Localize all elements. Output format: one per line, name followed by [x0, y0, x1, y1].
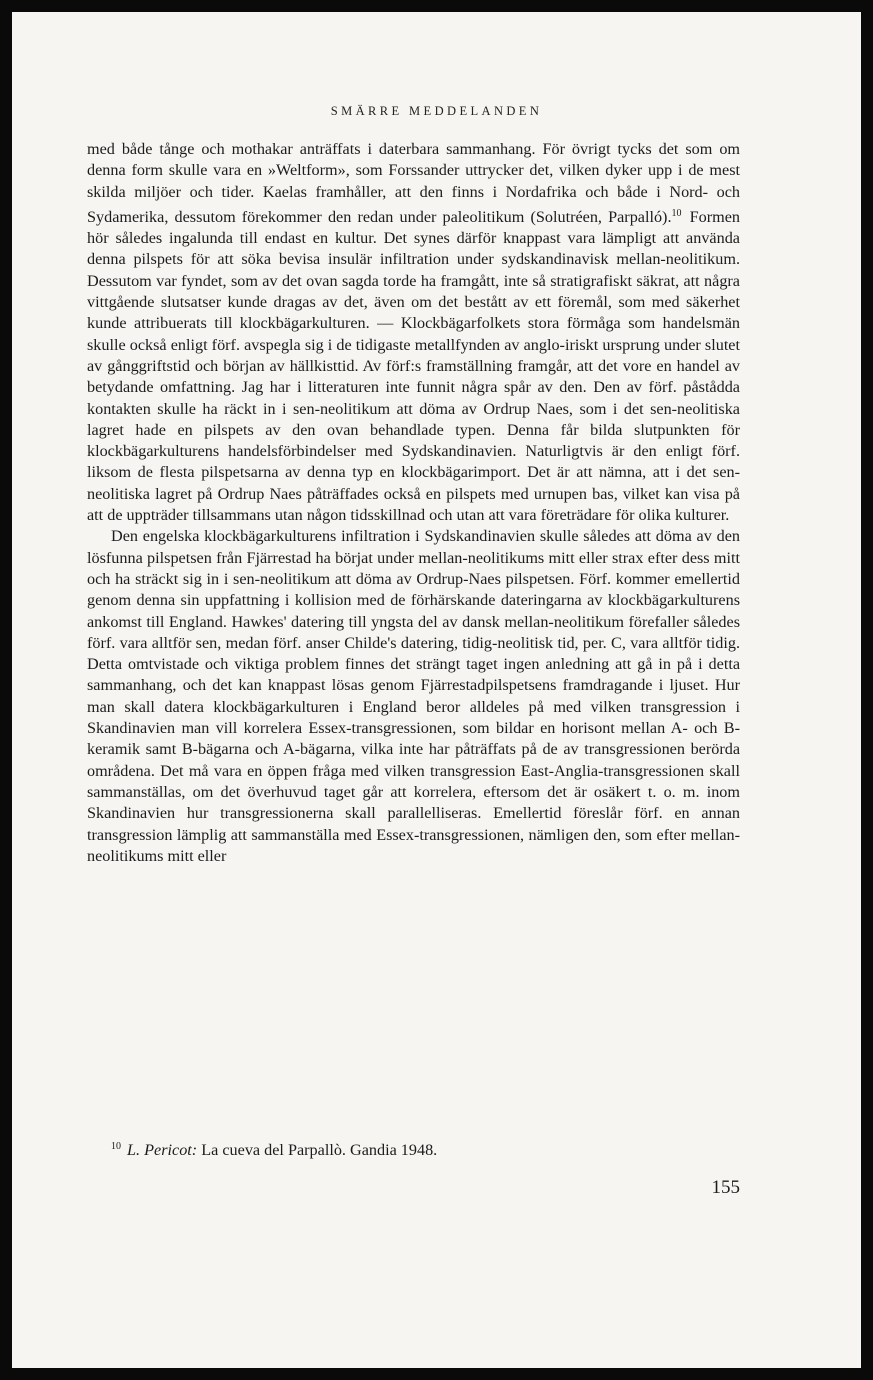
- paragraph-1-part-2: Formen hör således ingalunda till endast en kultur. Det synes därför knappast vara lämpligt att använda denna pilspets för att söka bevisa insulär infiltration under sydskandinavisk mellan-neolitikum. Dessutom var fyndet, som av det ovan sagda torde ha framgått, inte så stratigrafiskt säkrat, att några vittgående slutsatser kunde dragas av det, även om det bestått av ett föremål, som med säkerhet kunde attribuerats till klockbägarkulturen. — Klockbägarfolkets stora förmåga som handelsmän skulle också enligt förf. avspegla sig i de tidigaste metallfynden av anglo-iriskt ursprung under slutet av gånggriftstid och början av hällkisttid. Av förf:s framställning framgår, att det vore en handel av betydande omfattning. Jag har i litteraturen inte funnit några spår av den. Den av förf. påstådda kontakten skulle ha räckt in i sen-neolitikum att döma av Ordrup Naes, som i det sen-neolitiska lagret hade en pilspets av den ovan behandlade typen. Denna får bilda slutpunkten för klockbägarkulturens handelsförbindelser med Sydskandinavien. Naturligtvis är den enligt förf. liksom de flesta pilspetsarna av denna typ en klockbägarimport. Det är att nämna, att i det sen-neolitiska lagret på Ordrup Naes påträffades också en pilspets med urnupen bas, vilket kan visa på att de uppträder tillsammans utan någon tidsskillnad och utan att vara företrädare för olika kulturer.: [87, 207, 740, 525]
- body-text: [87, 139, 740, 867]
- footnote-reference: 10: [671, 207, 682, 219]
- paragraph-1: [87, 139, 740, 526]
- footnote-number: 10: [111, 1141, 121, 1152]
- book-page: [12, 12, 861, 1368]
- footnote: [87, 1136, 740, 1161]
- running-header: SMÄRRE MEDDELANDEN: [330, 104, 543, 118]
- footnote-author: L. Pericot:: [127, 1141, 198, 1159]
- paragraph-2: Den engelska klockbägarkulturens infiltration i Sydskandinavien skulle således att döma av den lösfunna pilspetsen från Fjärrestad ha börjat under mellan-neolitikums mitt eller strax efter dess mitt och ha sträckt sig in i sen-neolitikum att döma av Ordrup-Naes pilspetsen. Förf. kommer emellertid genom denna sin uppfattning i kollision med de förhärskande dateringarna av klockbägarkulturens ankomst till England. Hawkes' datering till yngsta del av dansk mellan-neolitikum förefaller således förf. vara alltför sen, medan förf. anser Childe's datering, tidig-neolitisk tid, per. C, vara alltför tidig. Detta omtvistade och viktiga problem finnes det strängt taget ingen anledning att gå in på i detta sammanhang, och det kan knappast lösas genom Fjärrestadpilspetsens framdragande i ljuset. Hur man skall datera klockbägarkulturen i England beror alldeles på med vilken transgression i Skandinavien man vill korrelera Essex-transgressionen, som bildar en horisont mellan A- och B-keramik samt B-bägarna och A-bägarna, vilka inte har påträffats på de av transgressionen berörda områdena. Det må vara en öppen fråga med vilken transgression East-Anglia-transgressionen skall sammanställas, om det överhuvud taget går att korrelera, eftersom det är osäkert t. o. m. inom Skandinavien hur transgressionerna skall parallelliseras. Emellertid föreslår förf. en annan transgression lämplig att sammanställa med Essex-transgressionen, nämligen den, som efter mellan-neolitikums mitt eller: [87, 527, 740, 865]
- footnote-text: La cueva del Parpallò. Gandia 1948.: [197, 1141, 438, 1159]
- paragraph-1-part-1: med både tånge och mothakar anträffats i daterbara sammanhang. För övrigt tycks det som om denna form skulle vara en »Weltform», som Forssander uttrycker det, vilken dyker upp i de mest skilda miljöer och tider. Kaelas framhåller, att den finns i Nordafrika och både i Nord- och Sydamerika, dessutom förekommer den redan under paleolitikum (Solutréen, Parpalló).: [87, 140, 740, 226]
- page-number: 155: [711, 1177, 740, 1198]
